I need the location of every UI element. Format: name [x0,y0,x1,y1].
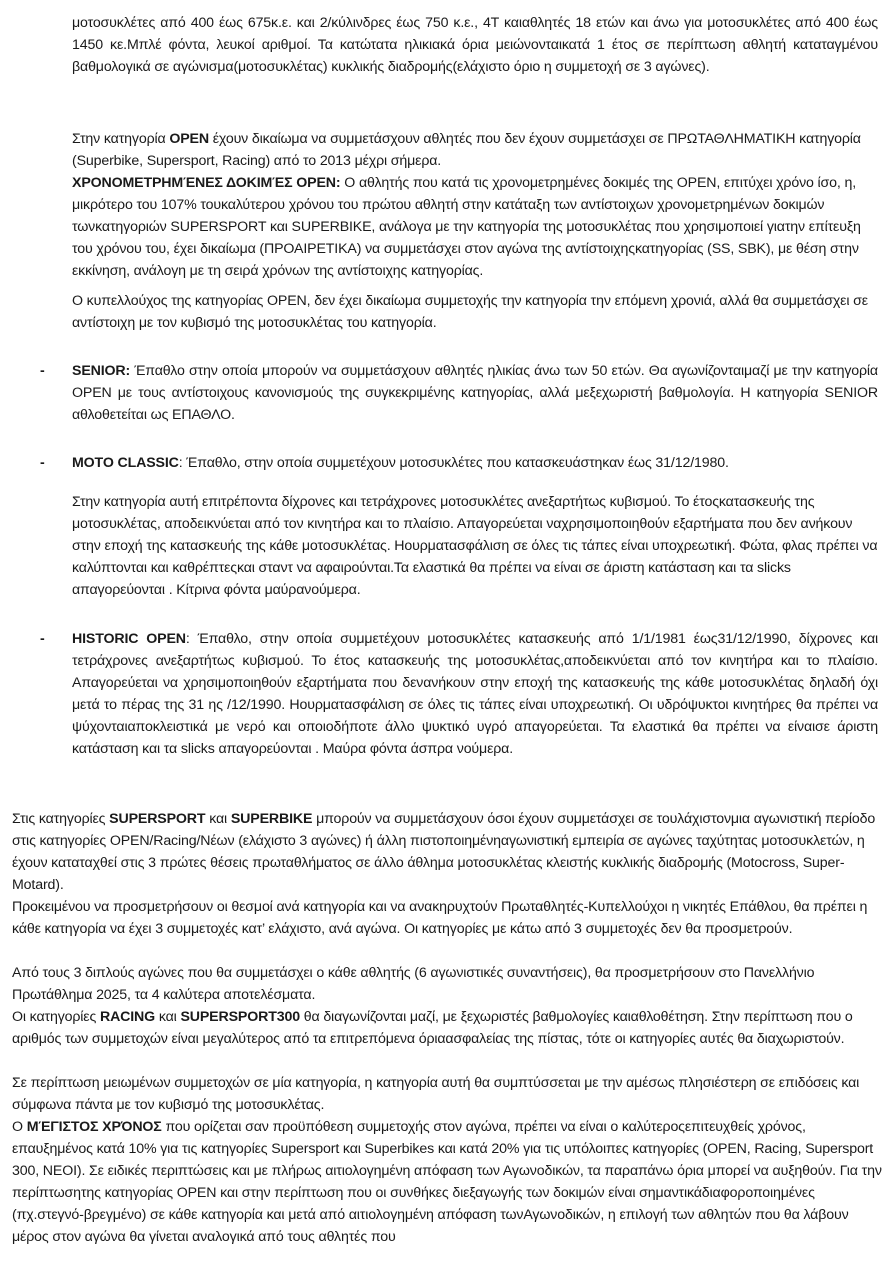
text: Στις κατηγορίες [12,811,110,827]
bold-term-senior: SENIOR: [72,363,131,379]
paragraph-racing-ss300 [12,1006,882,1050]
paragraph-age-limits: μοτοσυκλέτες από 400 έως 675κ.ε. και 2/κύλινδρες έως 750 κ.ε., 4Τ καιαθλητές 18 ετών και άνω για μοτοσυκλέτες από 400 έως 1450 κε.Μπλέ φόντα, λευκοί αριθμοί. Τα κατώτατα ηλικιακά όρια μειώνονταικατά 1 έτος σε περίπτωση αθλητή καταταγμένου βαθμολογικά σε αγώνισμα(μοτοσυκλέτας) κυκλικής διαδρομής(ελάχιστο όριο η συμμετοχή σε 3 αγώνες). [72,15,878,75]
text: θα διαγωνίζονται μαζί, με ξεχωριστές βαθμολογίες καιαθλοθέτηση. Στην περίπτωση που ο αριθμός των συμμετοχών είναι μεγαλύτερος από τα επιτρεπόμενα όριαασφαλείας της πίστας, τότε οι κατηγορίες αυτές θα διαχωριστούν. [12,1009,853,1047]
paragraph-open-category [72,128,878,172]
text: που ορίζεται σαν προϋπόθεση συμμετοχής στον αγώνα, πρέπει να είναι ο καλύτεροςεπιτευχθείς χρόνος, επαυξημένος κατά 10% για τις κατηγορίες Supersport και Superbikes και κατά 20% για τις υπόλοιπες κατηγορίες (OPEN, Racing, Supersport 300, ΝΕΟΙ). Σε ειδικές περιπτώσεις και με πλήρως αιτιολογημένη απόφαση των Αγωνοδικών, τα παραπάνω όρια μπορεί να αυξηθούν. Για την περίπτωσητης κατηγορίας OPEN και στην περίπτωση που οι συνθήκες διεξαγωγής των δοκιμών είναι σημαντικάδιαφοροποιημένες (πχ.στεγνό-βρεγμένο) σε κάθε κατηγορία και μετά από αιτιολογημένη απόφαση τωνΑγωνοδικών, η επιλογή των αθλητών που θα λάβουν μέρος στον αγώνα θα γίνεται αναλογικά από τους αθλητές που [12,1119,882,1245]
paragraph-timed-practice [72,172,878,282]
paragraph-max-time [12,1116,882,1248]
text: : Έπαθλο, στην οποία συμμετέχουν μοτοσυκλέτες που κατασκευάστηκαν έως 31/12/1980. [178,455,729,471]
bold-term-supersport300: SUPERSPORT300 [180,1009,300,1025]
text: Ο [12,1119,27,1135]
bullet-dash: - [40,363,45,379]
bold-term-open: OPEN [169,131,209,147]
bullet-moto-classic [72,452,878,474]
bold-term-timed-practice: ΧΡΟΝΟΜΕΤΡΗΜΈΝΕΣ ΔΟΚΙΜΈΣ OPEN: [72,175,341,191]
paragraph-double-races: Από τους 3 διπλούς αγώνες που θα συμμετάσχει ο κάθε αθλητής (6 αγωνιστικές συναντήσεις), θα προσμετρήσουν στο Πανελλήνιο Πρωτάθλημα 2025, τα 4 καλύτερα αποτελέσματα. [12,965,815,1003]
bullet-senior [72,360,878,426]
bullet-historic-open [72,628,878,760]
bullet-dash: - [40,455,45,471]
text: μπορούν να συμμετάσχουν όσοι έχουν συμμετάσχει σε τουλάχιστονμια αγωνιστική περίοδο στις κατηγορίες OPEN/Racing/Νέων (ελάχιστο 3 αγώνες) ή άλλη πιστοποιημένηαγωνιστική εμπειρία σε αγώνες ταχύτητας μοτοσυκλετών, η έχουν καταταχθεί στις 3 πρώτες θέσεις πρωταθλήματος σε άλλο άθλημα μοτοσυκλέτας κλειστής κυκλικής διαδρομής (Motocross, Super-Motard). [12,811,876,893]
text: : Έπαθλο, στην οποία συμμετέχουν μοτοσυκλέτες κατασκευής από 1/1/1981 έως31/12/1990, δίχρονες και τετράχρονες ανεξαρτήτως κυβισμού. Το έτος κατασκευής της μοτοσυκλέτας,αποδεικνύεται από τον κινητήρα και το πλαίσιο. Απαγορεύεται να χρησιμοποιηθούν εξαρτήματα που δενανήκουν στην εποχή της κατασκευής της κάθε μοτοσυκλέτας δηλαδή όχι μετά το πέρας της 31 ης /12/1990. Ηουρματασφάλιση σε όλες τις τάπες είναι υποχρεωτική. Οι υδρόψυκτοι κινητήρες θα πρέπει να ψύχονταιαποκλειστικά με νερό και οποιοδήποτε άλλο ψυκτικό υγρό απαγορεύεται. Τα ελαστικά θα πρέπει να είναισε άριστη κατάσταση και τα slicks απαγορεύονται . Μαύρα φόντα άσπρα νούμερα. [72,631,878,757]
text: και [155,1009,181,1025]
text: Στην κατηγορία [72,131,170,147]
paragraph-cup-holder: Ο κυπελλούχος της κατηγορίας OPEN, δεν έχει δικαίωμα συμμετοχής την κατηγορία την επόμενη χρονιά, αλλά θα συμμετάσχει σε αντίστοιχη με τον κυβισμό της μοτοσυκλέτας του κατηγορία. [72,293,868,331]
paragraph-count-rule: Προκειμένου να προσμετρήσουν οι θεσμοί ανά κατηγορία και να ανακηρυχτούν Πρωταθλητές-Κυπελλούχοι η νικητές Επάθλου, θα πρέπει η κάθε κατηγορία να έχει 3 συμμετοχές κατ’ ελάχιστο, ανά αγώνα. Οι κατηγορίες με κάτω από 3 συμμετοχές δεν θα προσμετρούν. [12,899,868,937]
text: και [205,811,231,827]
bold-term-max-time: ΜΈΓΙΣΤΟΣ ΧΡΌΝΟΣ [26,1119,162,1135]
bold-term-superbike: SUPERBIKE [230,811,313,827]
bold-term-racing: RACING [99,1009,156,1025]
paragraph-merge-rule: Σε περίπτωση μειωμένων συμμετοχών σε μία κατηγορία, η κατηγορία αυτή θα συμπτύσσεται με την αμέσως πλησιέστερη σε επιδόσεις και σύμφωνα πάντα με τον κυβισμό της μοτοσυκλέτας. [12,1075,860,1113]
paragraph-ss-sbk [12,808,882,896]
bold-term-supersport: SUPERSPORT [109,811,206,827]
text: Ο αθλητής που κατά τις χρονομετρημένες δοκιμές της OPEN, επιτύχει χρόνο ίσο, η, μικρότερο του 107% τουκαλύτερου χρόνου του πρώτου αθλητή στην κατάταξη των αντίστοιχων χρονομετρημένων δοκιμών τωνκατηγοριών SUPERSPORT και SUPERBIKE, ανάλογα με την κατηγορία της μοτοσυκλέτας που χρησιμοποιεί γιατην επίτευξη του χρόνου του, έχει δικαίωμα (ΠΡΟΑΙΡΕΤΙΚΑ) να συμμετάσχει στον αγώνα της αντίστοιχηςκατηγορίας (SS, SBK), με θέση στην εκκίνηση, ανάλογη με τη σειρά χρόνων της αντίστοιχης κατηγορίας. [72,175,861,279]
bold-term-moto-classic: MOTO CLASSIC [72,455,179,471]
text: Οι κατηγορίες [12,1009,100,1025]
text: Έπαθλο στην οποία μπορούν να συμμετάσχουν αθλητές ηλικίας άνω των 50 ετών. Θα αγωνίζονταιμαζί με την κατηγορία OPEN με τους αντίστοιχους κανονισμούς της συγκεκριμένης κατηγορίας, αλλά μεξεχωριστή βαθμολογία. Η κατηγορία SENIOR αθλοθετείται ως ΕΠΑΘΛΟ. [72,363,878,423]
text: έχουν δικαίωμα να συμμετάσχουν αθλητές που δεν έχουν συμμετάσχει σε ΠΡΩΤΑΘΛΗΜΑΤΙΚΗ κατηγορία (Superbike, Supersport, Racing) από το 2013 μέχρι σήμερα. [72,131,861,169]
bullet-dash: - [40,631,45,647]
bold-term-historic-open: HISTORIC OPEN [72,631,186,647]
paragraph-classic-detail: Στην κατηγορία αυτή επιτρέποντα δίχρονες και τετράχρονες μοτοσυκλέτες ανεξαρτήτως κυβισμού. Το έτοςκατασκευής της μοτοσυκλέτας, αποδεικνύεται από τον κινητήρα και το πλαίσιο. Απαγορεύεται ναχρησιμοποιηθούν εξαρτήματα που δεν ανήκουν στην εποχή της κατασκευής της κάθε μοτοσυκλέτας. Ηουρματασφάλιση σε όλες τις τάπες είναι υποχρεωτική. Φώτα, φλας πρέπει να καλύπτονται και καθρέπτεςκαι σταντ να αφαιρούνται.Τα ελαστικά θα πρέπει να είναι σε άριστη κατάσταση και τα slicks απαγορεύονται . Κίτρινα φόντα μαύρανούμερα. [72,494,878,598]
